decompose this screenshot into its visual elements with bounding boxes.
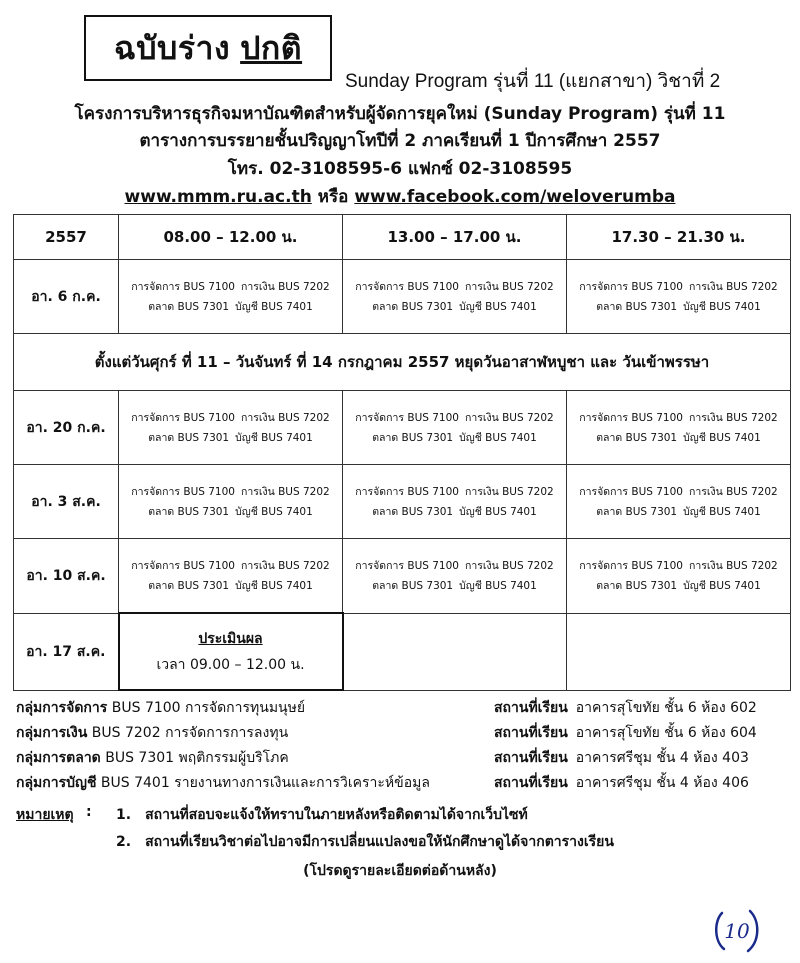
table-row (14, 539, 791, 614)
website-link[interactable]: www.mmm.ru.ac.th (124, 187, 312, 207)
course-cell: การจัดการ BUS 7100 การเงิน BUS 7202 ตลาด BUS 7301 บัญชี BUS 7401 (567, 465, 791, 539)
course-cell: การจัดการ BUS 7100 การเงิน BUS 7202 ตลาด BUS 7301 บัญชี BUS 7401 (119, 539, 343, 614)
table-row (14, 465, 791, 539)
holiday-notice-row (14, 334, 791, 391)
group-name: กลุ่มการจัดการ (16, 700, 108, 716)
course-cell: การจัดการ BUS 7100 การเงิน BUS 7202 ตลาด BUS 7301 บัญชี BUS 7401 (343, 260, 567, 334)
header-line-3: โทร. 02-3108595-6 แฟกซ์ 02-3108595 (227, 159, 573, 179)
course-cell: การจัดการ BUS 7100 การเงิน BUS 7202 ตลาด BUS 7301 บัญชี BUS 7401 (119, 260, 343, 334)
see-back-note: (โปรดดูรายละเอียดต่อด้านหลัง) (303, 863, 497, 879)
date-cell: อา. 3 ส.ค. (14, 465, 119, 539)
schedule-table (13, 214, 791, 691)
header-links (0, 183, 800, 210)
date-cell: อา. 17 ส.ค. (14, 613, 119, 690)
notes-label: หมายเหตุ (16, 807, 74, 823)
header-line-1: โครงการบริหารธุรกิจมหาบัณฑิตสำหรับผู้จัดการยุคใหม่ (Sunday Program) รุ่นที่ 11 (74, 104, 726, 124)
group-name: กลุ่มการเงิน (16, 725, 88, 741)
place-value: อาคารศรีชุม ชั้น 4 ห้อง 406 (575, 775, 749, 791)
group-name: กลุ่มการบัญชี (16, 775, 97, 791)
draft-status: ปกติ (240, 28, 303, 67)
program-line: Sunday Program รุ่นที่ 11 (แยกสาขา) วิชาที่ 2 (345, 71, 721, 92)
group-list (16, 697, 786, 797)
place-label: สถานที่เรียน (494, 775, 568, 791)
year-header: 2557 (14, 215, 119, 260)
date-cell: อา. 10 ส.ค. (14, 539, 119, 614)
slot-header: 13.00 – 17.00 น. (343, 215, 567, 260)
table-row (14, 391, 791, 465)
empty-cell (343, 613, 567, 690)
evaluation-title: ประเมินผล (198, 630, 263, 647)
slot-header: 08.00 – 12.00 น. (119, 215, 343, 260)
date-cell: อา. 6 ก.ค. (14, 260, 119, 334)
course-cell: การจัดการ BUS 7100 การเงิน BUS 7202 ตลาด BUS 7301 บัญชี BUS 7401 (343, 391, 567, 465)
list-item (16, 697, 786, 722)
course-cell: การจัดการ BUS 7100 การเงิน BUS 7202 ตลาด BUS 7301 บัญชี BUS 7401 (119, 465, 343, 539)
course-cell: การจัดการ BUS 7100 การเงิน BUS 7202 ตลาด BUS 7301 บัญชี BUS 7401 (343, 465, 567, 539)
table-row (14, 613, 791, 690)
note-item: 1. สถานที่สอบจะแจ้งให้ทราบในภายหลังหรือติดตามได้จากเว็บไซท์ (116, 807, 528, 823)
group-desc: BUS 7301 พฤติกรรมผู้บริโภค (105, 750, 289, 766)
page-number-mark (712, 905, 762, 955)
slot-header: 17.30 – 21.30 น. (567, 215, 791, 260)
place-value: อาคารสุโขทัย ชั้น 6 ห้อง 602 (575, 700, 757, 716)
list-item (16, 747, 786, 772)
list-item (16, 772, 786, 797)
notes-colon: : (86, 804, 92, 820)
place-label: สถานที่เรียน (494, 750, 568, 766)
group-desc: BUS 7202 การจัดการการลงทุน (91, 725, 289, 741)
course-cell: การจัดการ BUS 7100 การเงิน BUS 7202 ตลาด BUS 7301 บัญชี BUS 7401 (567, 539, 791, 614)
draft-label: ฉบับร่าง (113, 28, 231, 67)
place-value: อาคารศรีชุม ชั้น 4 ห้อง 403 (575, 750, 749, 766)
header-line-2: ตารางการบรรยายชั้นปริญญาโทปีที่ 2 ภาคเรียนที่ 1 ปีการศึกษา 2557 (139, 131, 661, 151)
group-desc: BUS 7100 การจัดการทุนมนุษย์ (111, 700, 306, 716)
course-cell: การจัดการ BUS 7100 การเงิน BUS 7202 ตลาด BUS 7301 บัญชี BUS 7401 (567, 260, 791, 334)
table-header-row (14, 215, 791, 260)
group-desc: BUS 7401 รายงานทางการเงินและการวิเคราะห์ข้อมูล (96, 775, 430, 791)
course-cell: การจัดการ BUS 7100 การเงิน BUS 7202 ตลาด BUS 7301 บัญชี BUS 7401 (567, 391, 791, 465)
course-cell: การจัดการ BUS 7100 การเงิน BUS 7202 ตลาด BUS 7301 บัญชี BUS 7401 (119, 391, 343, 465)
place-label: สถานที่เรียน (494, 700, 568, 716)
note-item: 2. สถานที่เรียนวิชาต่อไปอาจมีการเปลี่ยนแปลงขอให้นักศึกษาดูได้จากตารางเรียน (116, 834, 614, 850)
date-cell: อา. 20 ก.ค. (14, 391, 119, 465)
page-number: 10 (724, 919, 750, 943)
evaluation-cell (119, 613, 343, 690)
empty-cell (567, 613, 791, 690)
evaluation-time: เวลา 09.00 – 12.00 น. (156, 656, 305, 673)
place-label: สถานที่เรียน (494, 725, 568, 741)
table-row (14, 260, 791, 334)
course-cell: การจัดการ BUS 7100 การเงิน BUS 7202 ตลาด BUS 7301 บัญชี BUS 7401 (343, 539, 567, 614)
list-item (16, 722, 786, 747)
facebook-link[interactable]: www.facebook.com/weloverumba (354, 187, 676, 207)
or-text: หรือ (317, 187, 349, 207)
holiday-notice: ตั้งแต่วันศุกร์ ที่ 11 – วันจันทร์ ที่ 14 กรกฎาคม 2557 หยุดวันอาสาฬหบูชา และ วันเข้าพรรษา (14, 334, 791, 391)
group-name: กลุ่มการตลาด (16, 750, 101, 766)
draft-status-box (84, 15, 332, 81)
place-value: อาคารสุโขทัย ชั้น 6 ห้อง 604 (575, 725, 757, 741)
